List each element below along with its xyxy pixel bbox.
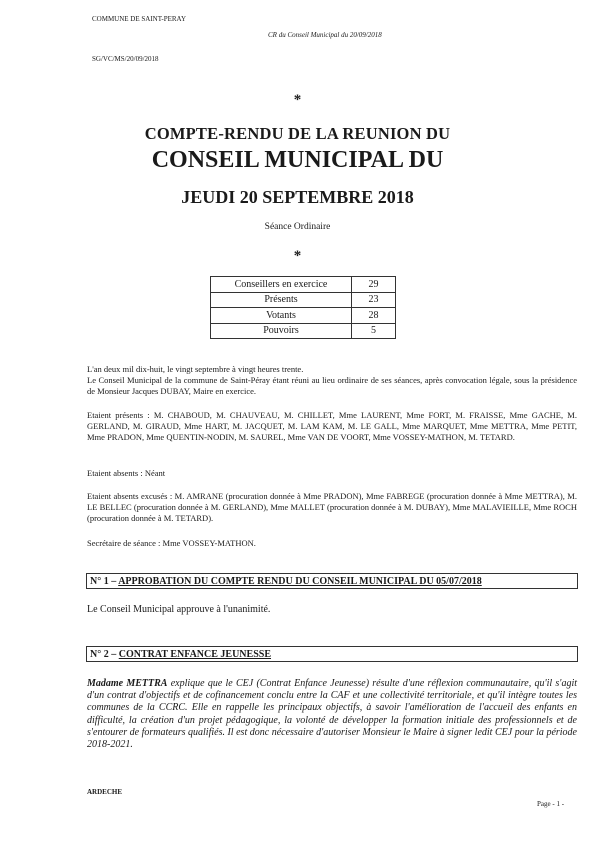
- section-1-body: Le Conseil Municipal approuve à l'unanimité.: [87, 604, 271, 615]
- section-1-header: [86, 573, 578, 589]
- stats-label: Présents: [211, 292, 352, 308]
- commune-name: COMMUNE DE SAINT-PERAY: [92, 15, 186, 23]
- stats-table: [210, 276, 396, 339]
- section-2-header: [86, 646, 578, 662]
- stats-row: [211, 323, 396, 339]
- title-line-2: CONSEIL MUNICIPAL DU: [151, 147, 444, 173]
- title-line-3: JEUDI 20 SEPTEMBRE 2018: [181, 187, 414, 207]
- section-number: N° 1 –: [90, 576, 117, 587]
- stats-value: 5: [352, 323, 396, 339]
- reference: SG/VC/MS/20/09/2018: [92, 55, 159, 63]
- stats-value: 23: [352, 292, 396, 308]
- intro-line-1: L'an deux mil dix-huit, le vingt septembre à vingt heures trente.: [87, 364, 304, 374]
- section-2-body: [87, 678, 577, 751]
- stats-row: [211, 292, 396, 308]
- stats-label: Votants: [211, 308, 352, 324]
- session-type: Séance Ordinaire: [264, 222, 331, 232]
- page-number: Page - 1 -: [537, 800, 565, 808]
- attendance-absent: Etaient absents : Néant: [87, 468, 166, 478]
- intro-line-2: Le Conseil Municipal de la commune de Saint-Péray étant réuni au lieu ordinaire de ses séances, après convocation légale, sous la présidence de Monsieur Jacques DUBAY, Maire en exercice.: [87, 375, 577, 397]
- stats-row: [211, 308, 396, 324]
- star-bottom: *: [293, 248, 302, 264]
- meeting-secretary: Secrétaire de séance : Mme VOSSEY-MATHON.: [87, 538, 256, 548]
- cr-label: CR du Conseil Municipal du 20/09/2018: [268, 31, 382, 39]
- title-line-1: COMPTE-RENDU DE LA REUNION DU: [144, 124, 451, 143]
- stats-label: Pouvoirs: [211, 323, 352, 339]
- stats-value: 28: [352, 308, 396, 324]
- attendance-excused: Etaient absents excusés : M. AMRANE (procuration donnée à Mme PRADON), Mme FABREGE (procuration donnée à Mme METTRA), M. LE BELLEC (procuration donnée à M. GERLAND), Mme MALLET (procuration donnée à M. DUBAY), Mme MALAVIEILLE, Mme ROCH (procuration donnée à M. TETARD).: [87, 491, 577, 524]
- footer-left: ARDECHE: [87, 788, 123, 796]
- stats-value: 29: [352, 277, 396, 293]
- section-title: CONTRAT ENFANCE JEUNESSE: [118, 649, 271, 660]
- section-title: APPROBATION DU COMPTE RENDU DU CONSEIL MUNICIPAL DU 05/07/2018: [118, 576, 482, 587]
- star-top: *: [293, 92, 302, 108]
- section-2-speaker: Madame METTRA: [87, 678, 168, 689]
- section-2-text: explique que le CEJ (Contrat Enfance Jeunesse) résulte d'une réflexion communautaire, qu'il s'agit d'un contrat d'objectifs et de cofinancement conclu entre la CAF et une collectivité territoriale, et qu'il intègre toutes les communes de la CCRC. Elle en rappelle les principaux objectifs, à savoir l'amélioration de l'accueil des enfants en difficulté, la création d'un projet pédagogique, la volonté de développer la formation initiale des professionnels et de s'entourer de formateurs qualifiés. Il est donc nécessaire d'autoriser Monsieur le Maire à signer ledit CEJ pour la période 2018-2021.: [87, 678, 578, 751]
- section-number: N° 2 –: [90, 649, 117, 660]
- stats-row: [211, 277, 396, 293]
- stats-label: Conseillers en exercice: [211, 277, 352, 293]
- attendance-present: Etaient présents : M. CHABOUD, M. CHAUVEAU, M. CHILLET, Mme LAURENT, Mme FORT, M. FRAISSE, Mme GACHE, M. GERLAND, M. GIRAUD, Mme HART, M. JACQUET, M. LAM KAM, M. LE GALL, Mme MARQUET, Mme METTRA, Mme PETIT, Mme PRADON, Mme QUENTIN-NODIN, M. SAUREL, Mme VAN DE VOORT, Mme VOSSEY-MATHON, M. TETARD.: [87, 410, 577, 443]
